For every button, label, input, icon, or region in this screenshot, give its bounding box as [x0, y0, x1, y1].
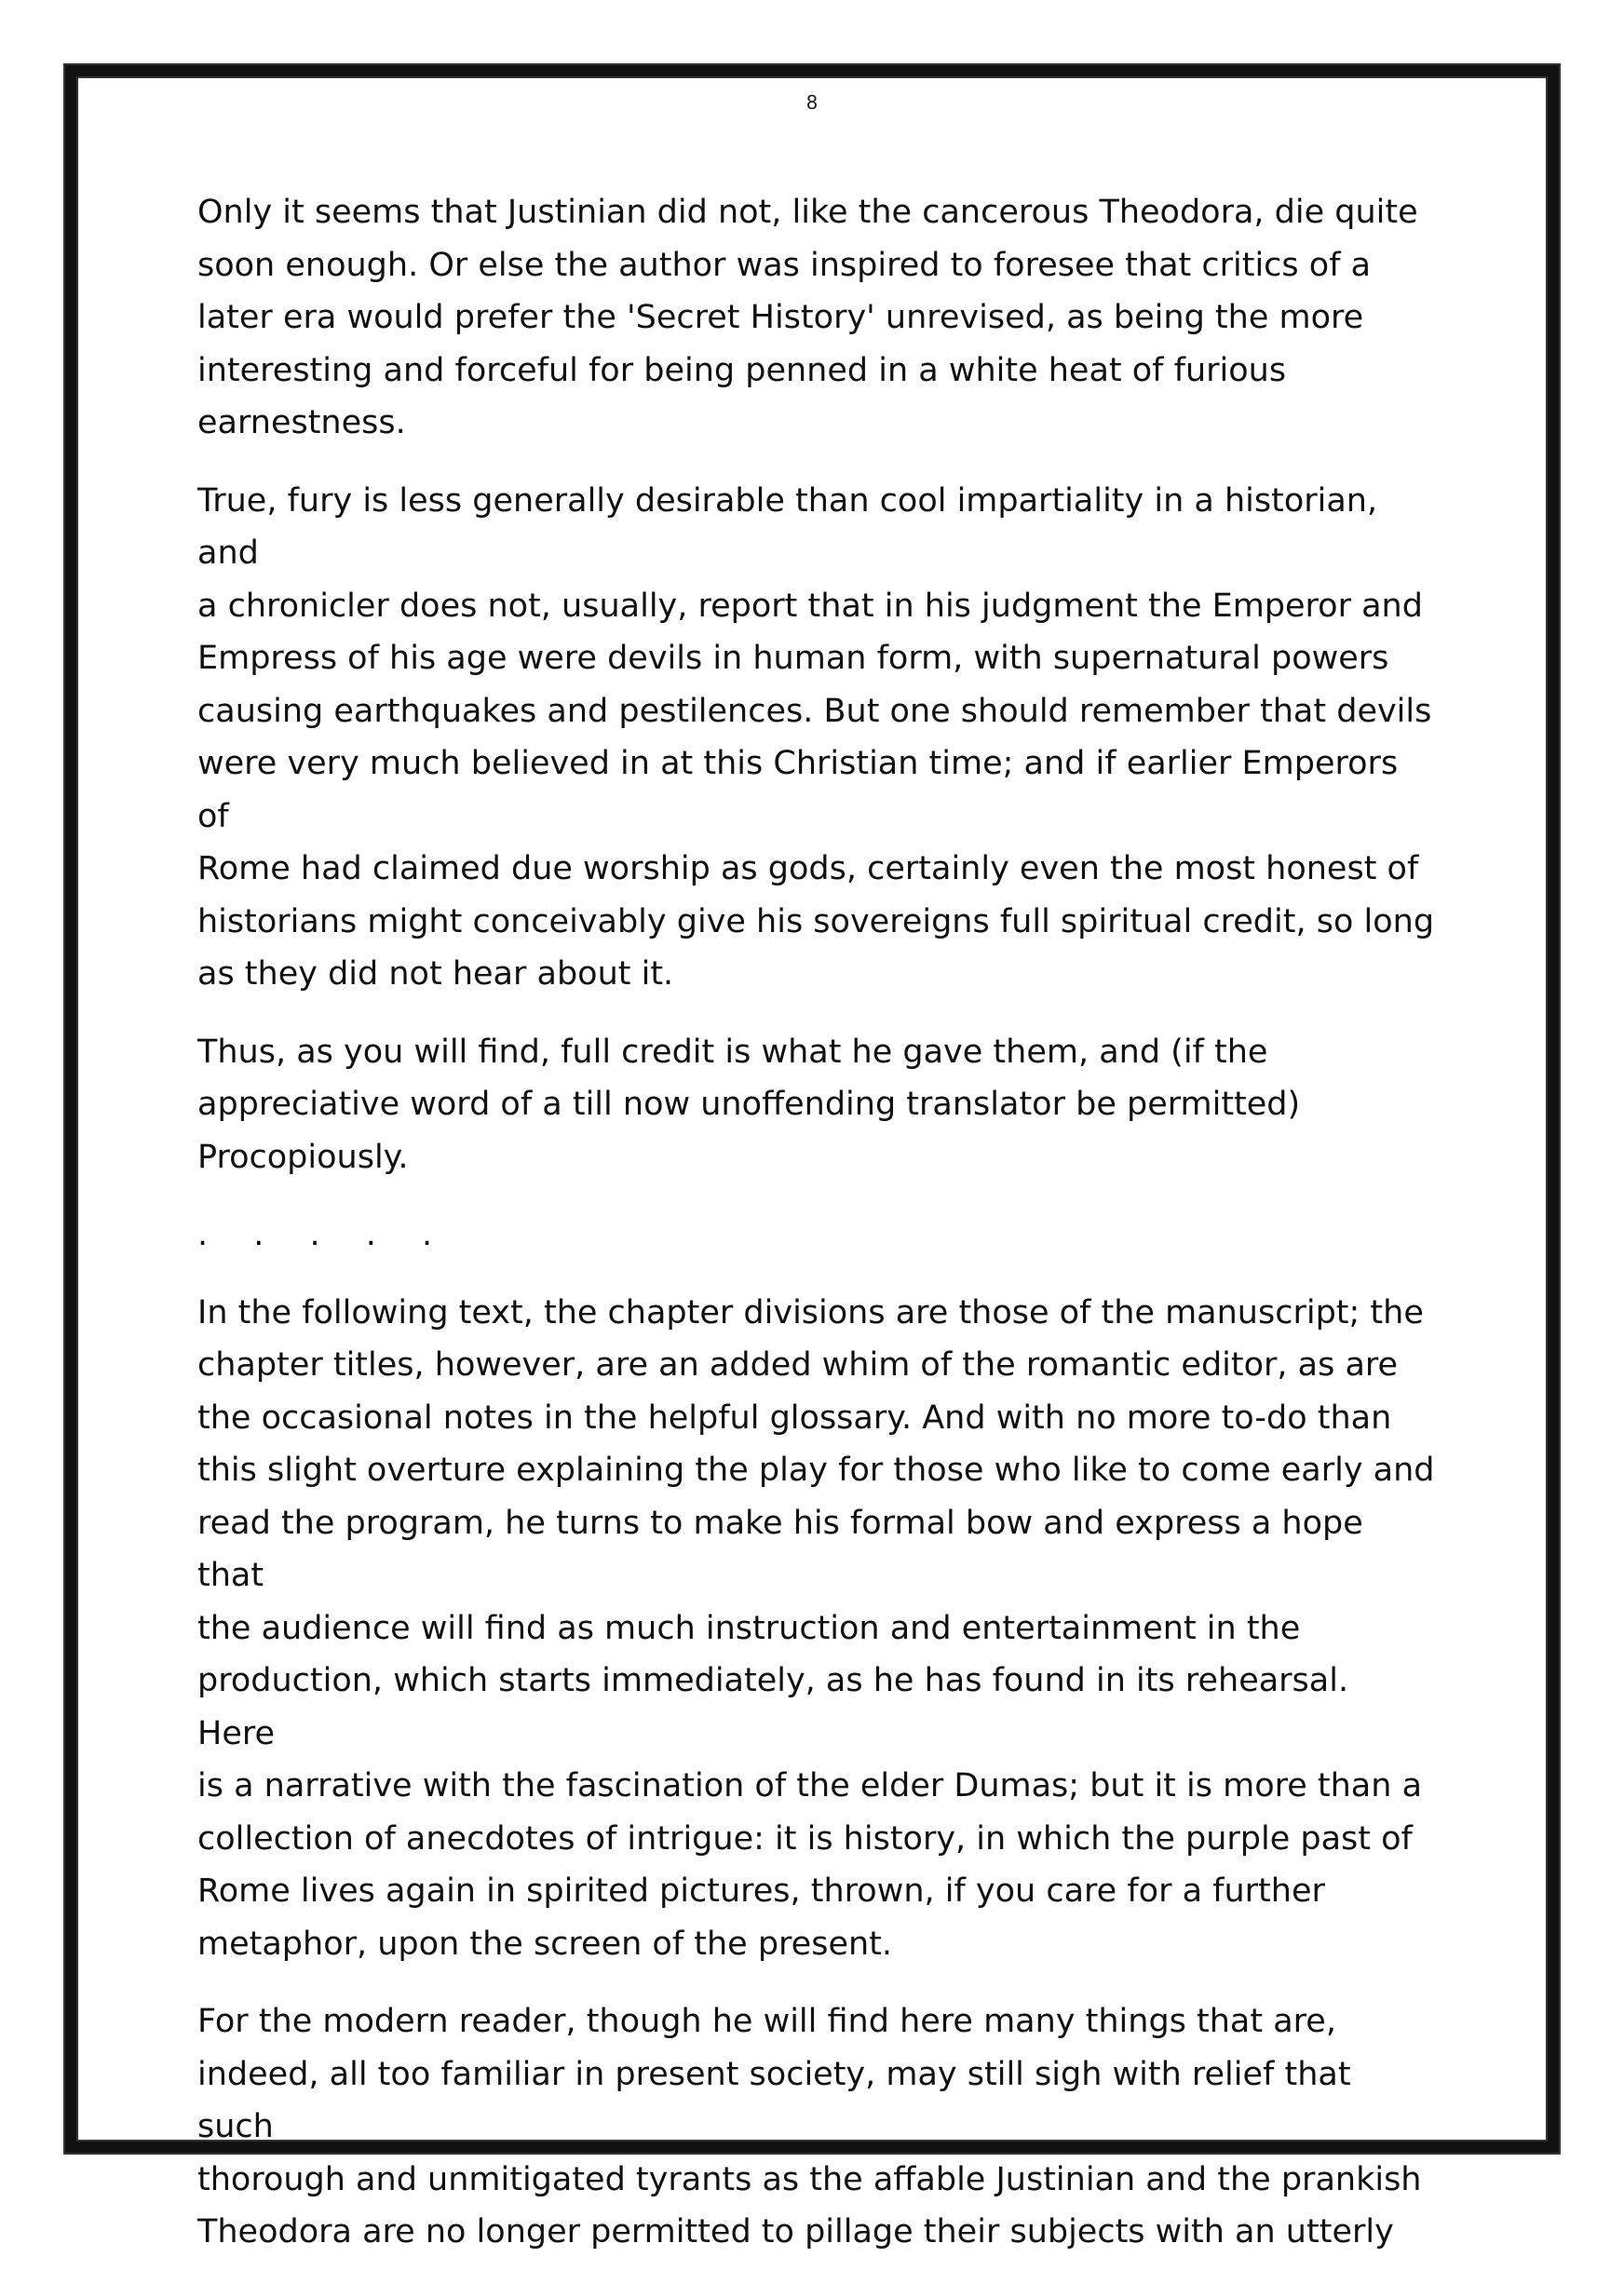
- paragraph-1: Only it seems that Justinian did not, like the cancerous Theodora, die quite soon enough. Or else the author was inspired to foresee that critics of a later era would prefer the 'Secret History' unrevised, as being the more interesting and forceful for being penned in a white heat of furious earnestness.: [197, 194, 1418, 441]
- paragraph-3: Thus, as you will find, full credit is what he gave them, and (if the appreciative word of a till now unoffending translator be permitted) Procopiously.: [197, 1033, 1301, 1176]
- section-break-dots: . . . . .: [197, 1216, 433, 1253]
- paragraph-4: In the following text, the chapter divisions are those of the manuscript; the chapter titles, however, are an added whim of the romantic editor, as are the occasional notes in the helpful glossary. And with no more to-do than this slight overture explaining the play for those who like to come early and read the program, he turns to make his formal bow and express a hope that the audience will find as much instruction and entertainment in the production, which starts immediately, as he has found in its rehearsal. Here is a narrative with the fascination of the elder Dumas; but it is more than a collection of anecdotes of intrigue: it is history, in which the purple past of Rome lives again in spirited pictures, thrown, if you care for a further metaphor, upon the screen of the present.: [197, 1293, 1435, 1963]
- page-number: 8: [805, 91, 819, 114]
- paragraph-2: True, fury is less generally desirable than cool impartiality in a historian, and a chronicler does not, usually, report that in his judgment the Emperor and Empress of his age were devils in human form, with supernatural powers causing earthquakes and pestilences. But one should remember that devils were very much believed in at this Christian time; and if earlier Emperors of Rome had claimed due worship as gods, certainly even the most honest of historians might conceivably give his sovereigns full spiritual credit, so long as they did not hear about it.: [197, 481, 1435, 993]
- paragraph-5: For the modern reader, though he will find here many things that are, indeed, all too familiar in present society, may still sigh with relief that such thorough and unmitigated tyrants as the affable Justinian and the prankish Theodora are no longer permitted to pillage their subjects with an utterly: [197, 2003, 1422, 2250]
- body-text: [197, 186, 1436, 2284]
